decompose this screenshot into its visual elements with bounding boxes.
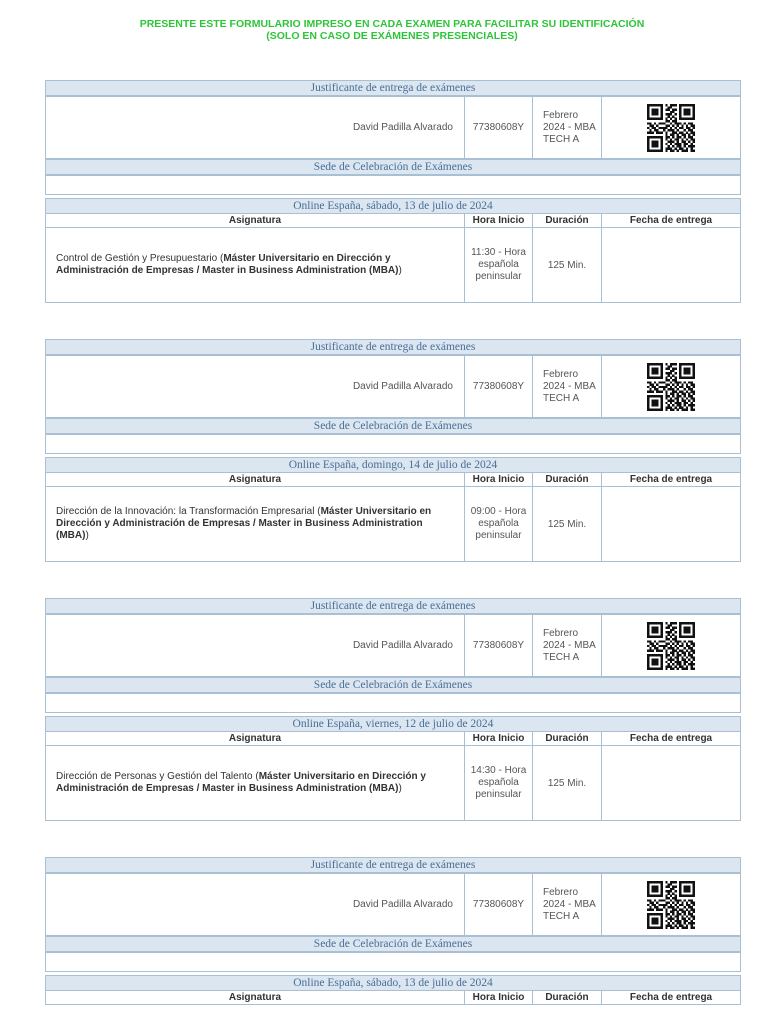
student-dni: 77380608Y [472,381,525,392]
venue-title-bar [45,677,741,693]
exam-date: Online España, viernes, 12 de julio de 2024 [292,718,494,730]
subject-name: Control de Gestión y Presupuestario [56,253,218,264]
receipt-title-bar [45,80,741,96]
exam-start-time: 11:30 - Hora española peninsular [471,247,526,282]
student-row [45,96,741,159]
receipt-title: Justificante de entrega de exámenes [310,82,476,94]
student-name: David Padilla Alvarado [352,122,453,133]
delivery-date [602,228,740,302]
student-row [45,873,741,936]
venue-title: Sede de Celebración de Exámenes [313,679,473,691]
qr-cell [602,97,740,158]
subject-name: Dirección de Personas y Gestión del Talento [56,771,253,782]
col-asignatura: Asignatura [228,733,282,744]
exam-receipt-block [45,339,741,562]
student-name: David Padilla Alvarado [352,899,453,910]
venue-title-bar [45,159,741,175]
exam-duration: 125 Min. [547,518,587,530]
venue-title-bar [45,936,741,952]
qr-cell [602,874,740,935]
receipt-title-bar [45,339,741,355]
receipt-title: Justificante de entrega de exámenes [310,859,476,871]
col-fecha-entrega: Fecha de entrega [629,215,713,226]
qr-cell [602,356,740,417]
exam-subject: Control de Gestión y Presupuestario (Máster Universitario en Dirección y Administración de Empresas / Master in Business Administration (MBA)) [56,253,402,276]
col-hora-inicio: Hora Inicio [472,474,525,485]
convocatoria: Febrero 2024 - MBA TECH A [543,368,596,404]
delivery-date [602,746,740,820]
student-dni: 77380608Y [472,122,525,133]
exam-date-bar [45,975,741,991]
venue-title: Sede de Celebración de Exámenes [313,938,473,950]
student-row [45,355,741,418]
subject-name: Dirección de la Innovación: la Transformación Empresarial [56,506,315,517]
delivery-date [602,487,740,561]
qr-code-icon [647,622,695,670]
col-hora-inicio: Hora Inicio [472,733,525,744]
student-dni: 77380608Y [472,640,525,651]
exam-duration: 125 Min. [547,259,587,271]
convocatoria: Febrero 2024 - MBA TECH A [543,627,596,663]
col-duracion: Duración [545,474,589,485]
notice-line-2: (SOLO EN CASO DE EXÁMENES PRESENCIALES) [266,30,518,42]
program-name: Máster Universitario en Dirección y Administración de Empresas / Master in Business Administration (MBA) [56,771,426,794]
table-header [45,732,741,746]
venue-row [45,693,741,713]
col-fecha-entrega: Fecha de entrega [629,474,713,485]
exam-duration: 125 Min. [547,777,587,789]
student-dni: 77380608Y [472,899,525,910]
col-asignatura: Asignatura [228,215,282,226]
table-header [45,214,741,228]
col-duracion: Duración [545,733,589,744]
program-name: Máster Universitario en Dirección y Administración de Empresas / Master in Business Administration (MBA) [56,506,432,541]
exam-date: Online España, sábado, 13 de julio de 2024 [293,977,493,989]
student-row [45,614,741,677]
venue-row [45,175,741,195]
exam-receipt-block [45,80,741,303]
receipt-title-bar [45,598,741,614]
convocatoria: Febrero 2024 - MBA TECH A [543,886,596,922]
exam-date-bar [45,716,741,732]
exam-row [45,487,741,562]
notice-banner [0,18,768,42]
exam-row [45,228,741,303]
exam-start-time: 09:00 - Hora española peninsular [470,506,527,541]
col-hora-inicio: Hora Inicio [472,992,525,1003]
venue-title-bar [45,418,741,434]
student-name: David Padilla Alvarado [352,640,453,651]
exam-start-time: 14:30 - Hora española peninsular [470,765,527,800]
receipt-title: Justificante de entrega de exámenes [310,341,476,353]
convocatoria: Febrero 2024 - MBA TECH A [543,109,596,145]
table-header [45,991,741,1005]
table-header [45,473,741,487]
qr-code-icon [647,881,695,929]
receipt-title-bar [45,857,741,873]
col-duracion: Duración [545,992,589,1003]
exam-receipt-block [45,598,741,821]
qr-code-icon [647,104,695,152]
exam-date-bar [45,198,741,214]
exam-subject: Dirección de Personas y Gestión del Talento (Máster Universitario en Dirección y Administración de Empresas / Master in Business Administration (MBA)) [56,771,426,794]
exam-date: Online España, sábado, 13 de julio de 2024 [293,200,493,212]
col-asignatura: Asignatura [228,992,282,1003]
notice-line-1: PRESENTE ESTE FORMULARIO IMPRESO EN CADA EXAMEN PARA FACILITAR SU IDENTIFICACIÓN [139,18,645,30]
col-duracion: Duración [545,215,589,226]
col-asignatura: Asignatura [228,474,282,485]
qr-code-icon [647,363,695,411]
program-name: Máster Universitario en Dirección y Administración de Empresas / Master in Business Administration (MBA) [56,253,399,276]
col-fecha-entrega: Fecha de entrega [629,992,713,1003]
col-fecha-entrega: Fecha de entrega [629,733,713,744]
exam-subject: Dirección de la Innovación: la Transformación Empresarial (Máster Universitario en Dirección y Administración de Empresas / Master in Business Administration (MBA)) [56,506,432,541]
exam-receipt-block [45,857,741,1007]
venue-row [45,952,741,972]
receipt-title: Justificante de entrega de exámenes [310,600,476,612]
student-name: David Padilla Alvarado [352,381,453,392]
venue-title: Sede de Celebración de Exámenes [313,161,473,173]
exam-row [45,746,741,821]
venue-row [45,434,741,454]
venue-title: Sede de Celebración de Exámenes [313,420,473,432]
col-hora-inicio: Hora Inicio [472,215,525,226]
exam-date-bar [45,457,741,473]
exam-date: Online España, domingo, 14 de julio de 2024 [288,459,498,471]
qr-cell [602,615,740,676]
